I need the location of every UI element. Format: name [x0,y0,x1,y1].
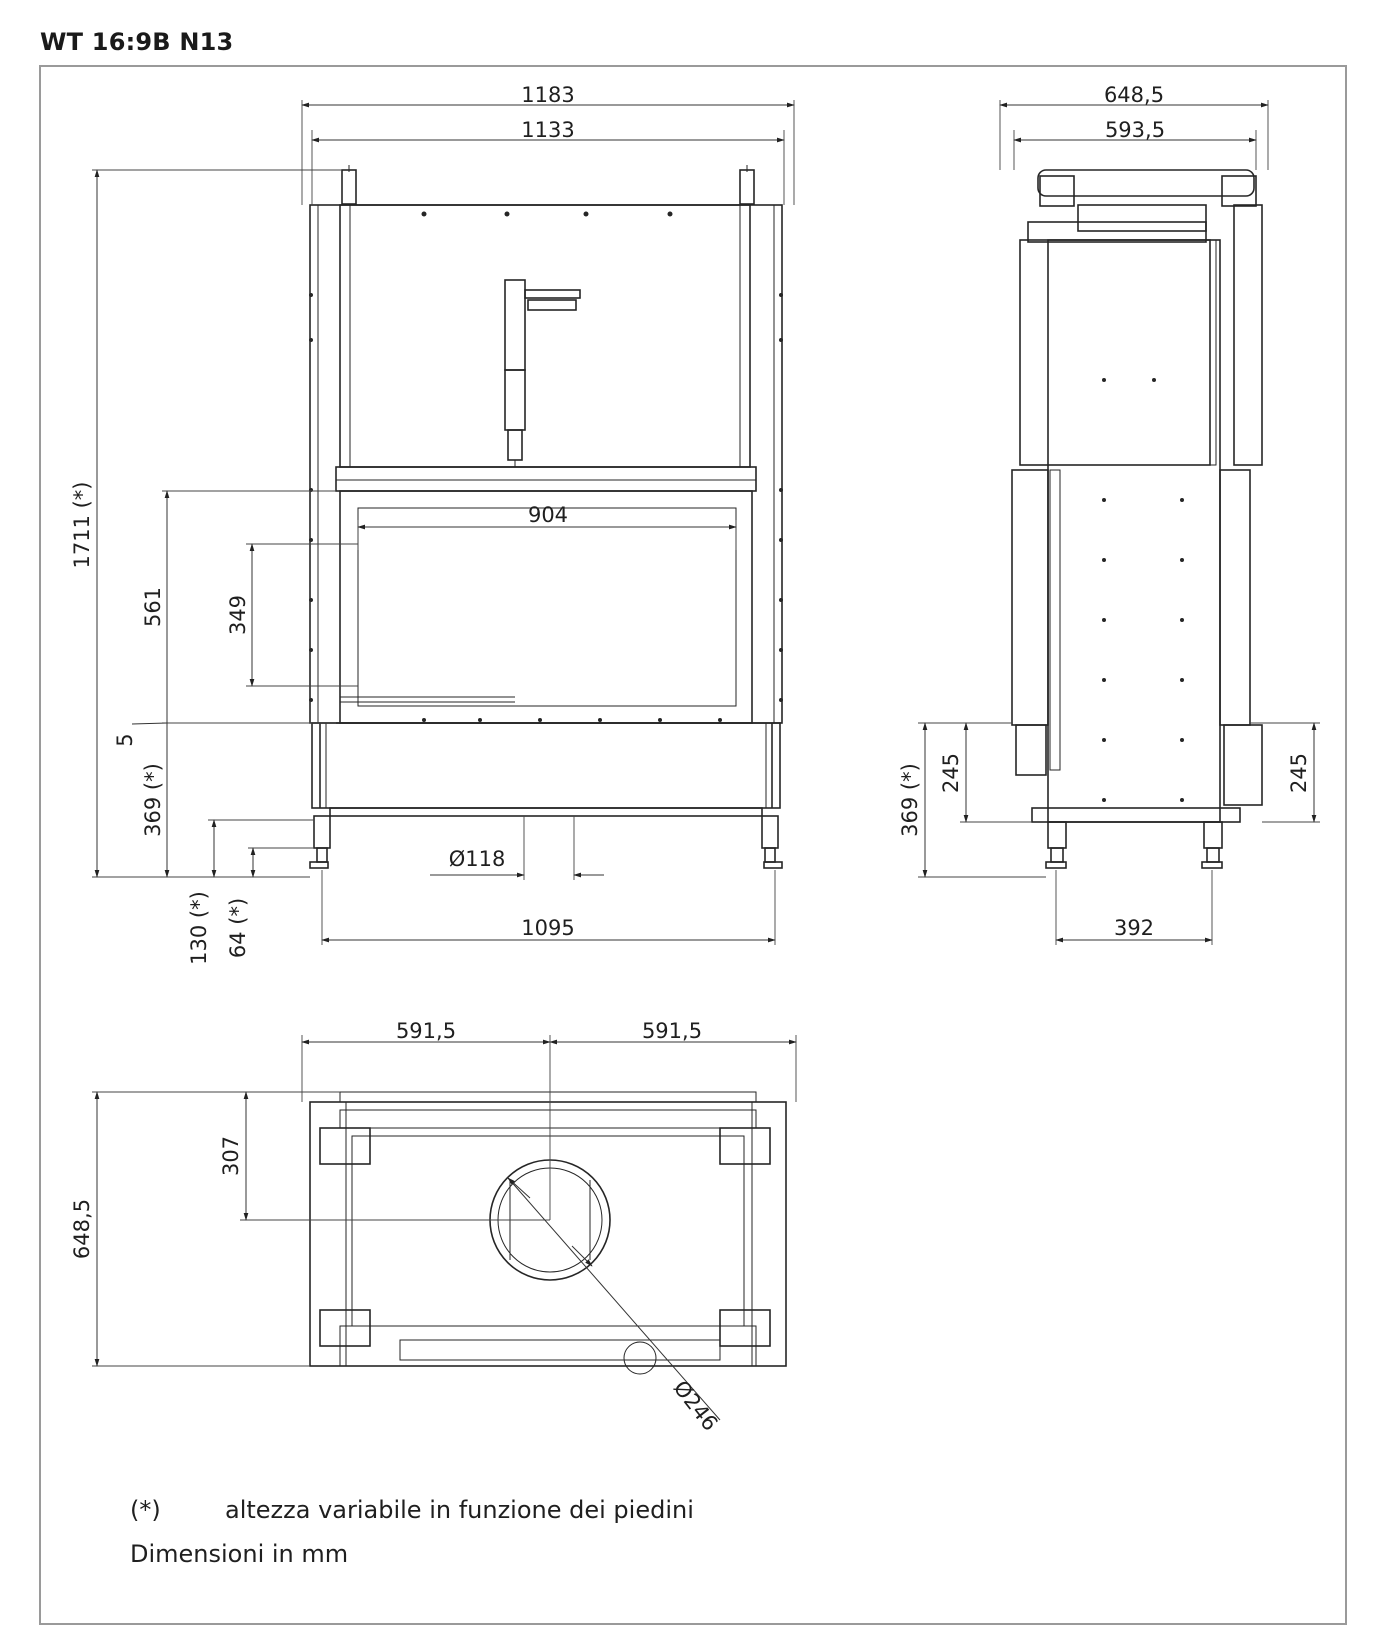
front-overall-width-label: 1183 [521,83,575,107]
front-feet-span-label: 1095 [521,916,575,940]
side-view [898,83,1320,945]
top-half-width-left-label: 591,5 [395,1019,457,1043]
front-opening-height-label: 561 [141,586,165,628]
side-body-depth-label: 593,5 [1104,118,1166,142]
front-overall-height-label: 1711 (*) [70,481,94,569]
top-half-width-right-label: 591,5 [641,1019,703,1043]
front-body-width-label: 1133 [521,118,575,142]
front-base-offset-label: 5 [113,733,137,747]
front-glass-width-label: 904 [527,503,569,527]
front-base-height-label: 369 (*) [141,763,165,837]
top-flue-diameter-label: Ø246 [668,1375,723,1436]
front-view [70,83,794,965]
top-flue-offset-label: 307 [219,1135,243,1177]
side-right-base-label: 245 [1287,752,1311,794]
top-view [70,1019,796,1435]
drawing-title: WT 16:9B N13 [40,28,234,56]
asterisk-symbol: (*) [130,1496,161,1524]
side-left-base-label: 245 [939,752,963,794]
side-base-height-label: 369 (*) [898,763,922,837]
front-feet-min-label: 64 (*) [226,897,250,959]
front-glass-height-label: 349 [226,594,250,636]
units-note: Dimensioni in mm [130,1540,349,1568]
front-outlet-diameter-label: Ø118 [448,847,506,871]
side-overall-depth-label: 648,5 [1103,83,1165,107]
asterisk-note: altezza variabile in funzione dei piedini [225,1496,694,1524]
side-feet-span-label: 392 [1113,916,1155,940]
front-feet-max-label: 130 (*) [187,891,211,965]
top-depth-label: 648,5 [70,1198,94,1260]
